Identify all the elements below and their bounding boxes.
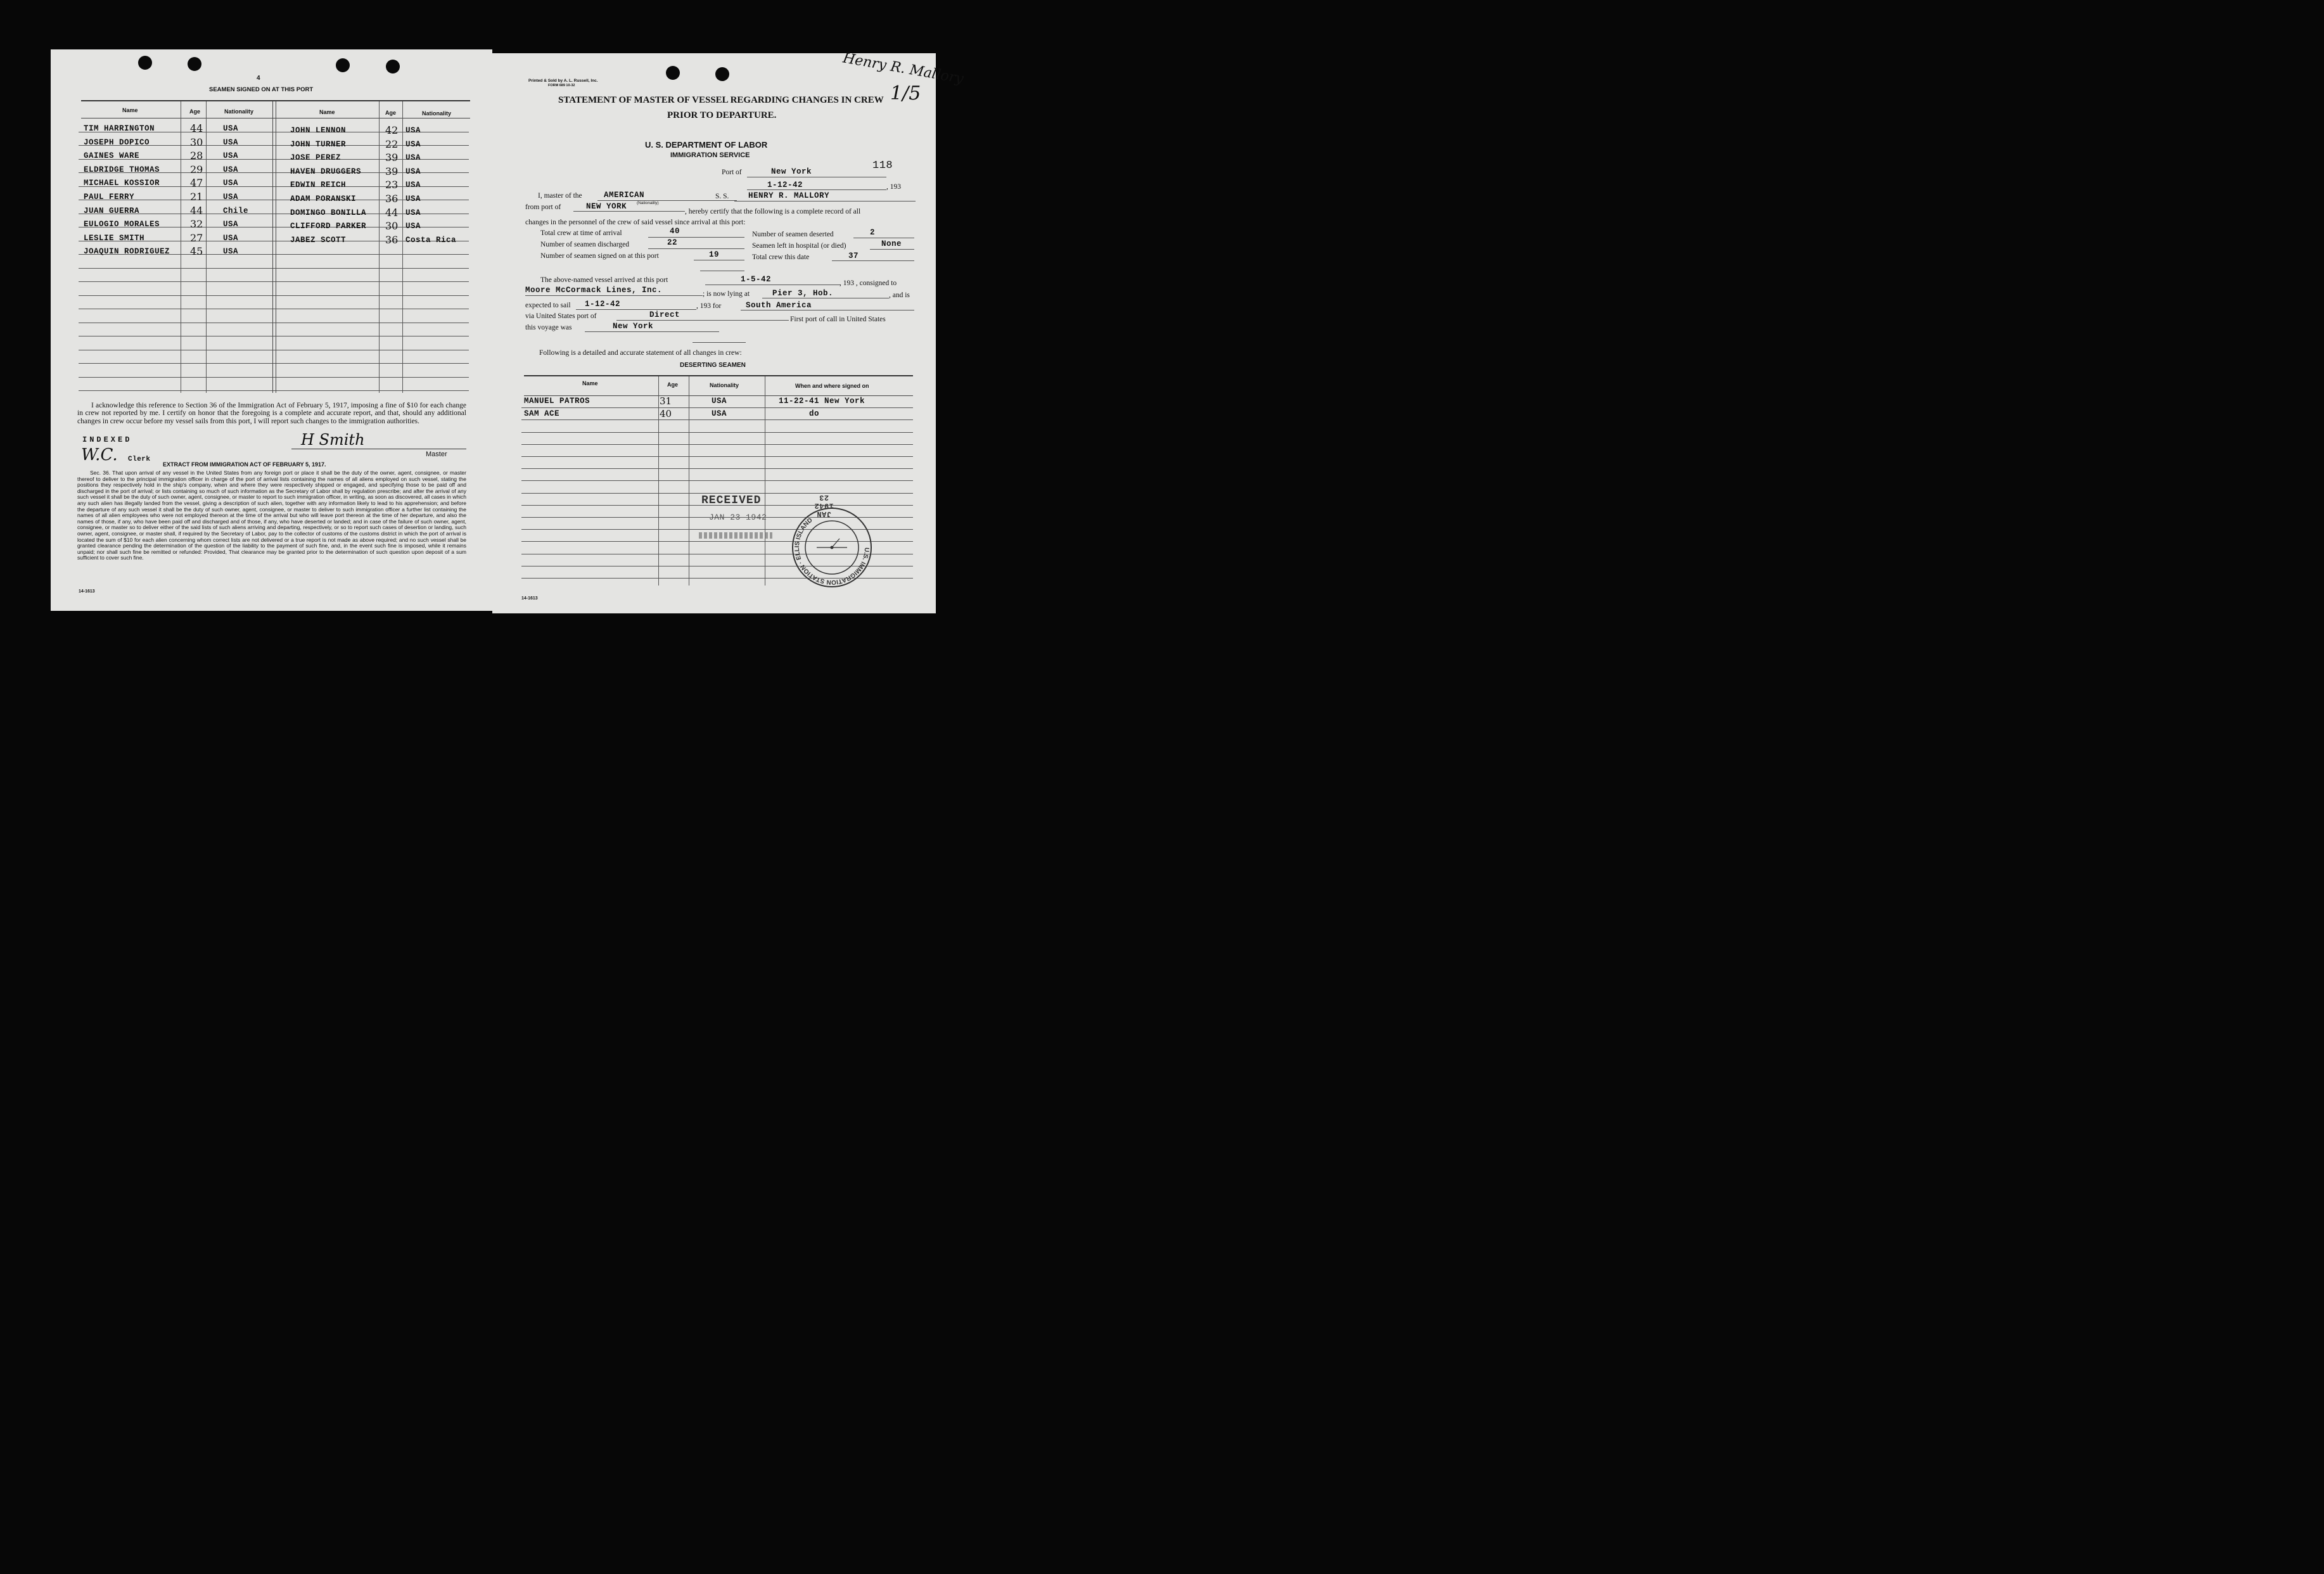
seaman-name: LESLIE SMITH: [84, 233, 145, 243]
hospital-label: Seamen left in hospital (or died): [752, 242, 846, 250]
seaman-age: 32: [190, 218, 203, 231]
seaman-age: 30: [385, 220, 399, 233]
table-rule: [524, 375, 913, 376]
right-page: [492, 50, 965, 613]
seaman-name: DOMINGO BONILLA: [290, 208, 367, 217]
fill-line: [597, 200, 737, 201]
deserter-age: 40: [660, 407, 672, 419]
discharged-count: 22: [667, 238, 678, 247]
seaman-name: CLIFFORD PARKER: [290, 222, 367, 231]
seaman-nationality: USA: [223, 124, 239, 133]
seaman-nationality: USA: [223, 220, 239, 229]
seaman-name: JOSE PEREZ: [290, 153, 342, 163]
nationality-caption: (Nationality): [637, 201, 659, 205]
seaman-age: 39: [385, 165, 399, 177]
table-rule: [379, 101, 380, 393]
stamp-clock-hand: [832, 539, 840, 547]
fill-line: [576, 309, 696, 310]
table-rule: [658, 376, 659, 585]
extract-text: Sec. 36. That upon arrival of any vessel in the United States from any foreign port or place it shall be the duty of the owner, agent, consignee, or master thereof to deliver to the principal immigration officer in charge of the port of arrival lists containing the names of all aliens employed on such vessel, stating the positions they respectively hold in the ship's company, when and where they were respectively shipped or engaged, and specifying those to be paid off and discharged in the port of arrival; or lists containing so much of such information as the Secretary of Labor shall by regulation prescribe; and after the arrival of any such vessel it shall be the duty of such owner, agent, consignee, or master to report to such immigration officer, in writing, as soon as discovered, all cases in which any such alien has illegally landed from the vessel, giving a description of such alien, together with any information likely to lead to his apprehension; and before the departure of any such vessel it shall be the duty of such owner, agent, consignee, or master to deliver to such immigration officer a further list containing the names of all alien employees who were not employed thereon at the time of the arrival but who will leave port thereon at the time of her departure, and also the names of those, if any, who have been paid off and discharged and of those, if any, who have deserted or landed; and in case of the failure of such owner, agent, consignee, or master so to deliver either of the said lists of such aliens arriving and departing, respectively, or so to report such cases of desertion or landing, such owner, agent, consignee, or master shall, if required by the Secretary of Labor, pay to the collector of customs of the customs district in which the port of arrival is located the sum of $10 for each alien concerning whom correct lists are not delivered or a true report is not made as above required; and no such vessel shall be granted clearance pending the determination of the question of the liability to the payment of such fine, and, in the event such fine is imposed, while it remains unpaid; nor shall such fine be remitted or refunded: Provided, That clearance may be granted prior to the determination of such question upon deposit of a sum sufficient to cover such fine.: [77, 470, 466, 561]
clerk-initials: W.C.: [81, 445, 118, 464]
seaman-age: 22: [385, 138, 399, 150]
printer-line: Printed & Sold by A. L. Russell, Inc.: [528, 79, 598, 83]
service: IMMIGRATION SERVICE: [670, 151, 750, 159]
received-date: JAN 23 1942: [709, 513, 767, 522]
arrived-date: 1-5-42: [741, 275, 772, 284]
seaman-nationality: USA: [405, 153, 421, 163]
clerk-label: Clerk: [128, 456, 151, 463]
seaman-age: 36: [385, 233, 399, 246]
ss-label: S. S.: [715, 193, 729, 200]
page-number: 4: [257, 75, 260, 82]
seaman-nationality: USA: [405, 195, 421, 203]
seaman-name: PAUL FERRY: [84, 193, 135, 202]
stamp-ring-text: U.S. IMMIGRATION STATION · ELLIS ISLAND: [793, 516, 871, 586]
seaman-age: 28: [190, 150, 203, 162]
document-number: 118: [872, 160, 893, 172]
form-number: 14-1613: [79, 589, 95, 594]
table-rule: [524, 395, 913, 396]
certify-text-a: , hereby certify that the following is a complete record of all: [685, 208, 861, 215]
voyage-label: this voyage was: [525, 324, 572, 331]
fill-line: [648, 248, 744, 249]
seaman-name: GAINES WARE: [84, 151, 140, 161]
fill-line: [832, 260, 914, 261]
section-title: SEAMEN SIGNED ON AT THIS PORT: [209, 86, 314, 93]
acknowledgment-text: I acknowledge this reference to Section 36 of the Immigration Act of February 5, 1917, imposing a fine of $10 for each change in crew not reported by me. I certify on honor that the foregoing is a complete and accurate report, and that, should any additional changes in crew occur before my vessel sails from this port, I will report such changes to the immigration authorities.: [77, 402, 466, 425]
total-crew-date-label: Total crew this date: [752, 253, 810, 261]
hospital-count: None: [881, 240, 902, 248]
col-header-age: Age: [667, 381, 679, 388]
vessel-name: HENRY R. MALLORY: [748, 191, 830, 200]
table-rule: [79, 377, 469, 378]
master-signature: H Smith: [301, 431, 365, 449]
seaman-nationality: USA: [405, 167, 421, 176]
punch-hole: [386, 60, 400, 74]
seaman-nationality: USA: [405, 181, 421, 190]
seaman-age: 47: [190, 177, 203, 189]
lying-label: ; is now lying at: [703, 290, 750, 298]
stamp-month: JAN: [816, 509, 831, 518]
seaman-nationality: USA: [223, 193, 239, 202]
col-header-name: Name: [122, 107, 138, 113]
sail-date: 1-12-42: [585, 300, 621, 309]
table-rule: [206, 101, 207, 393]
seaman-age: 44: [385, 206, 399, 219]
deserter-when-where: do: [809, 409, 820, 418]
seaman-age: 44: [190, 122, 203, 134]
punch-hole: [666, 66, 680, 80]
destination: South America: [746, 301, 812, 310]
seaman-nationality: USA: [405, 139, 421, 149]
deserting-title: DESERTING SEAMEN: [680, 362, 746, 369]
table-rule: [272, 101, 273, 393]
table-rule: [79, 281, 469, 282]
stamp-day: 23: [819, 493, 829, 502]
discharged-label: Number of seamen discharged: [540, 241, 629, 248]
consigned-label: , 193 , consigned to: [840, 279, 897, 287]
seaman-name: HAVEN DRUGGERS: [290, 167, 362, 176]
following-text: Following is a detailed and accurate statement of all changes in crew:: [539, 349, 742, 357]
seaman-age: 30: [190, 136, 203, 148]
lying-at: Pier 3, Hob.: [772, 289, 834, 298]
table-rule: [521, 468, 913, 469]
seaman-name: EULOGIO MORALES: [84, 220, 160, 229]
deserter-when-where: 11-22-41 New York: [779, 397, 865, 406]
separator: [693, 342, 746, 343]
from-port-label: from port of: [525, 203, 561, 211]
col-header-age: Age: [385, 110, 397, 116]
deserter-nationality: USA: [712, 397, 727, 406]
fill-line: [573, 211, 685, 212]
col-header-name: Name: [319, 109, 335, 115]
seaman-age: 42: [385, 124, 399, 136]
seaman-name: EDWIN REICH: [290, 181, 347, 190]
signed-on-count: 19: [709, 250, 720, 259]
table-rule: [521, 456, 913, 457]
col-header-nationality: Nationality: [710, 382, 739, 388]
voyage-value: New York: [613, 322, 654, 331]
total-crew-date: 37: [848, 252, 859, 260]
seaman-nationality: USA: [405, 126, 421, 135]
seaman-age: 27: [190, 231, 203, 244]
seaman-age: 39: [385, 151, 399, 164]
fill-line: [525, 295, 703, 296]
seaman-name: TIM HARRINGTON: [84, 124, 155, 133]
year-for: , 193 for: [696, 302, 722, 310]
printer-form: FORM 689 10-32: [548, 84, 575, 87]
stamp-center: [831, 546, 834, 549]
master-label: Master: [426, 451, 447, 458]
date-value: 1-12-42: [767, 181, 803, 189]
seaman-nationality: USA: [223, 138, 239, 147]
seaman-name: ELDRIDGE THOMAS: [84, 165, 160, 174]
form-number: 14-1613: [521, 596, 538, 601]
col-header-nationality: Nationality: [422, 110, 452, 117]
punch-hole: [715, 67, 729, 81]
col-header-name: Name: [582, 380, 598, 387]
extract-title: EXTRACT FROM IMMIGRATION ACT OF FEBRUARY 5, 1917.: [163, 461, 326, 468]
seaman-nationality: Costa Rica: [405, 235, 457, 245]
table-rule: [79, 363, 469, 364]
table-rule: [79, 268, 469, 269]
seaman-name: JABEZ SCOTT: [290, 235, 347, 245]
seaman-name: ADAM PORANSKI: [290, 195, 357, 203]
table-rule: [521, 419, 913, 420]
seaman-age: 29: [190, 163, 203, 176]
col-header-age: Age: [189, 108, 201, 115]
deserter-nationality: USA: [712, 409, 727, 418]
seaman-age: 45: [190, 245, 203, 258]
seaman-nationality: USA: [405, 222, 421, 231]
seaman-age: 44: [190, 204, 203, 217]
arrived-label: The above-named vessel arrived at this port: [540, 276, 668, 284]
seaman-nationality: USA: [405, 208, 421, 217]
master-of-label: I, master of the: [538, 192, 582, 200]
stamp-year: 1942: [814, 501, 834, 510]
seaman-nationality: USA: [223, 151, 239, 161]
handwritten-vessel-name: Henry R. Mallory: [841, 50, 965, 87]
first-port-label: First port of call in United States: [790, 316, 886, 323]
deserter-name: SAM ACE: [524, 409, 560, 418]
received-stamp: RECEIVED: [701, 494, 762, 507]
seaman-nationality: USA: [223, 233, 239, 243]
port-of-value: New York: [771, 167, 812, 176]
fill-line: [870, 249, 914, 250]
table-rule: [521, 493, 913, 494]
seaman-name: JOSEPH DOPICO: [84, 138, 150, 147]
year-suffix: , 193: [886, 183, 901, 191]
table-rule: [79, 390, 469, 391]
total-crew-arrival-label: Total crew at time of arrival: [540, 229, 622, 237]
smudged-stamp-line: [699, 532, 772, 539]
table-rule: [521, 444, 913, 445]
seaman-name: JUAN GUERRA: [84, 206, 140, 215]
table-rule: [402, 101, 403, 393]
via-port: Direct: [649, 310, 680, 319]
left-page: [51, 49, 492, 611]
seaman-age: 21: [190, 191, 203, 203]
seaman-age: 23: [385, 179, 399, 191]
deserted-count: 2: [870, 228, 876, 237]
punch-hole: [188, 57, 201, 71]
certify-text-b: changes in the personnel of the crew of said vessel since arrival at this port:: [525, 219, 746, 226]
fill-line: [616, 320, 789, 321]
consignee: Moore McCormack Lines, Inc.: [525, 286, 663, 295]
department: U. S. DEPARTMENT OF LABOR: [645, 140, 768, 150]
via-label: via United States port of: [525, 312, 597, 320]
signed-on-label: Number of seamen signed on at this port: [540, 252, 659, 260]
table-rule: [79, 295, 469, 296]
indexed-stamp: INDEXED: [82, 435, 132, 444]
and-is: , and is: [889, 291, 910, 299]
nationality-value: AMERICAN: [604, 191, 645, 200]
col-header-when-where: When and where signed on: [795, 383, 869, 389]
fill-line: [747, 189, 886, 190]
col-header-nationality: Nationality: [224, 108, 254, 115]
seaman-nationality: USA: [223, 179, 239, 188]
port-of-label: Port of: [722, 169, 742, 176]
deserter-name: MANUEL PATROS: [524, 397, 591, 406]
seaman-name: JOHN TURNER: [290, 139, 347, 149]
from-port-value: NEW YORK: [586, 202, 627, 211]
handwritten-fraction: 1/5: [890, 82, 921, 105]
expected-label: expected to sail: [525, 302, 571, 309]
table-rule: [521, 432, 913, 433]
seaman-name: JOAQUIN RODRIGUEZ: [84, 247, 170, 257]
deserted-label: Number of seamen deserted: [752, 231, 834, 238]
form-title-line2: PRIOR TO DEPARTURE.: [667, 110, 777, 120]
fill-line: [734, 201, 916, 202]
seaman-nationality: USA: [223, 165, 239, 174]
seaman-name: MICHAEL KOSSIOR: [84, 179, 160, 188]
deserter-age: 31: [660, 395, 672, 407]
table-rule: [521, 407, 913, 408]
punch-hole: [138, 56, 152, 70]
seaman-nationality: Chile: [223, 206, 249, 215]
seaman-age: 36: [385, 193, 399, 205]
form-title-line1: STATEMENT OF MASTER OF VESSEL REGARDING CHANGES IN CREW: [558, 95, 884, 105]
table-rule: [521, 480, 913, 481]
fill-line: [648, 237, 744, 238]
ellis-island-stamp: [789, 504, 875, 591]
fill-line: [585, 331, 719, 332]
seaman-name: JOHN LENNON: [290, 126, 347, 135]
punch-hole: [336, 58, 350, 72]
seaman-nationality: USA: [223, 247, 239, 257]
total-crew-arrival: 40: [670, 227, 680, 236]
